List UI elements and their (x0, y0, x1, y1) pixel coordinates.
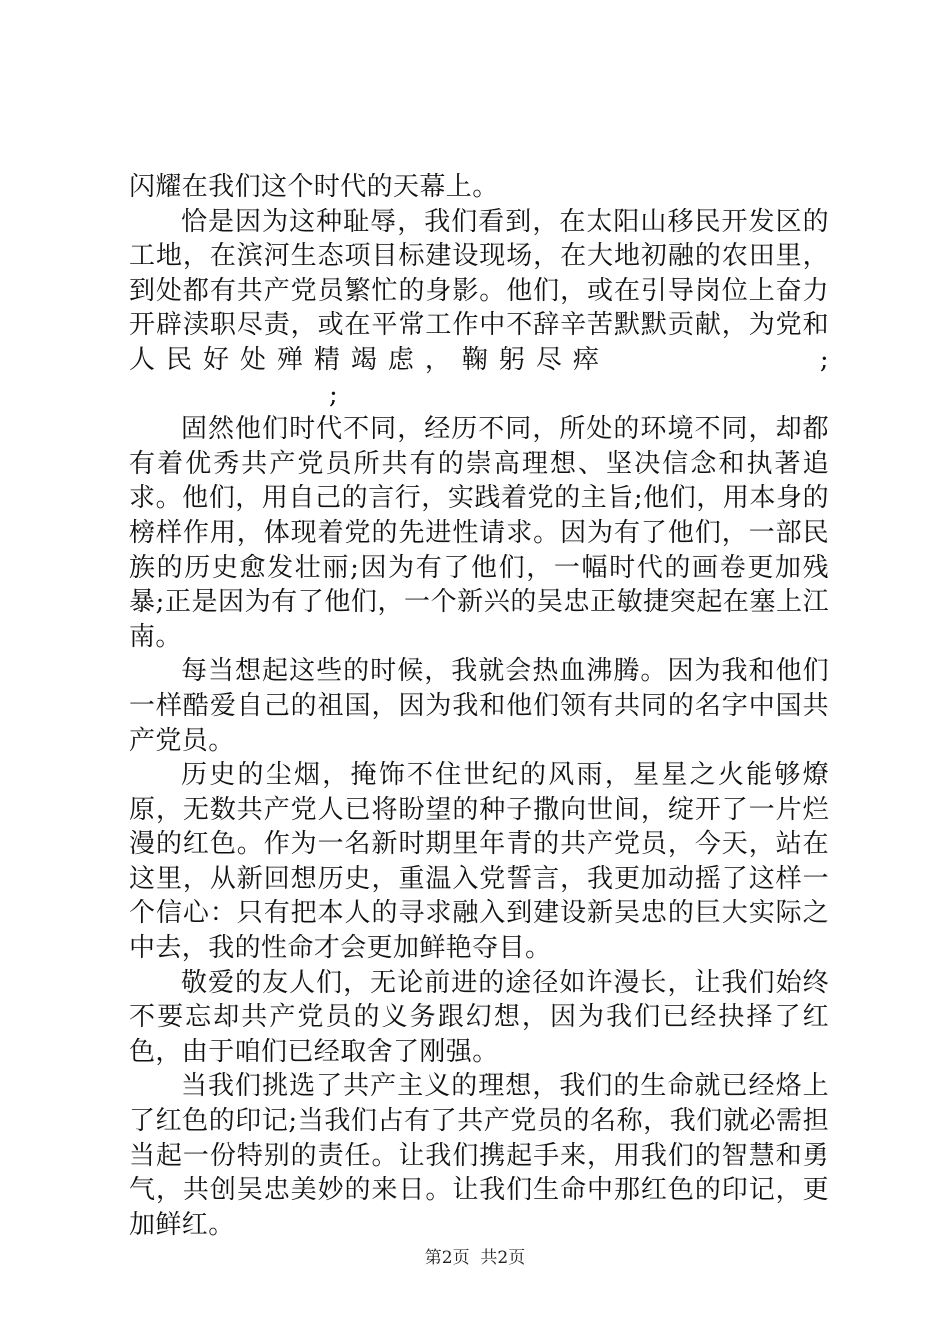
paragraph-5: 历史的尘烟，掩饰不住世纪的风雨，星星之火能够燎原，无数共产党人已将盼望的种子撒向世间，绽开了一片烂漫的红色。作为一名新时期里年青的共产党员，今天，站在这里，从新回想历史，重温入党誓言，我更加动摇了这样一个信心：只有把本人的寻求融入到建设新吴忠的巨大实际之中去，我的性命才会更加鲜艳夺目。 (129, 760, 829, 964)
paragraph-2 (129, 205, 829, 413)
semicolon-2: ; (329, 379, 339, 410)
page-number-total: 共2页 (480, 1248, 526, 1268)
paragraph-1: 闪耀在我们这个时代的天幕上。 (129, 172, 499, 202)
semicolon-1: ; (819, 344, 829, 375)
page-number-current: 第2页 (424, 1248, 470, 1268)
document-body (129, 170, 829, 1242)
paragraph-2-text: 恰是因为这种耻辱，我们看到，在太阳山移民开发区的工地，在滨河生态项目标建设现场，在大地初融的农田里，到处都有共产党员繁忙的身影。他们，或在引导岗位上奋力开辟渎职尽责，或在平常工作中不辞辛苦默默贡献，为党和人民好处殚精竭虑，鞠躬尽瘁 (129, 206, 829, 375)
paragraph-6: 敬爱的友人们，无论前进的途径如许漫长，让我们始终不要忘却共产党员的义务跟幻想，因为我们已经抉择了红色，由于咱们已经取舍了刚强。 (129, 967, 829, 1067)
paragraph-4: 每当想起这些的时候，我就会热血沸腾。因为我和他们一样酷爱自己的祖国，因为我和他们领有共同的名字中国共产党员。 (129, 656, 829, 756)
page-footer (0, 1243, 950, 1268)
paragraph-7: 当我们挑选了共产主义的理想，我们的生命就已经烙上了红色的印记;当我们占有了共产党员的名称，我们就必需担当起一份特别的责任。让我们携起手来，用我们的智慧和勇气，共创吴忠美妙的来日。让我们生命中那红色的印记，更加鲜红。 (129, 1071, 829, 1240)
paragraph-3: 固然他们时代不同，经历不同，所处的环境不同，却都有着优秀共产党员所共有的崇高理想、坚决信念和执著追求。他们，用自己的言行，实践着党的主旨;他们，用本身的榜样作用，体现着党的先进性请求。因为有了他们，一部民族的历史愈发壮丽;因为有了他们，一幅时代的画卷更加残暴;正是因为有了他们，一个新兴的吴忠正敏捷突起在塞上江南。 (129, 414, 829, 652)
